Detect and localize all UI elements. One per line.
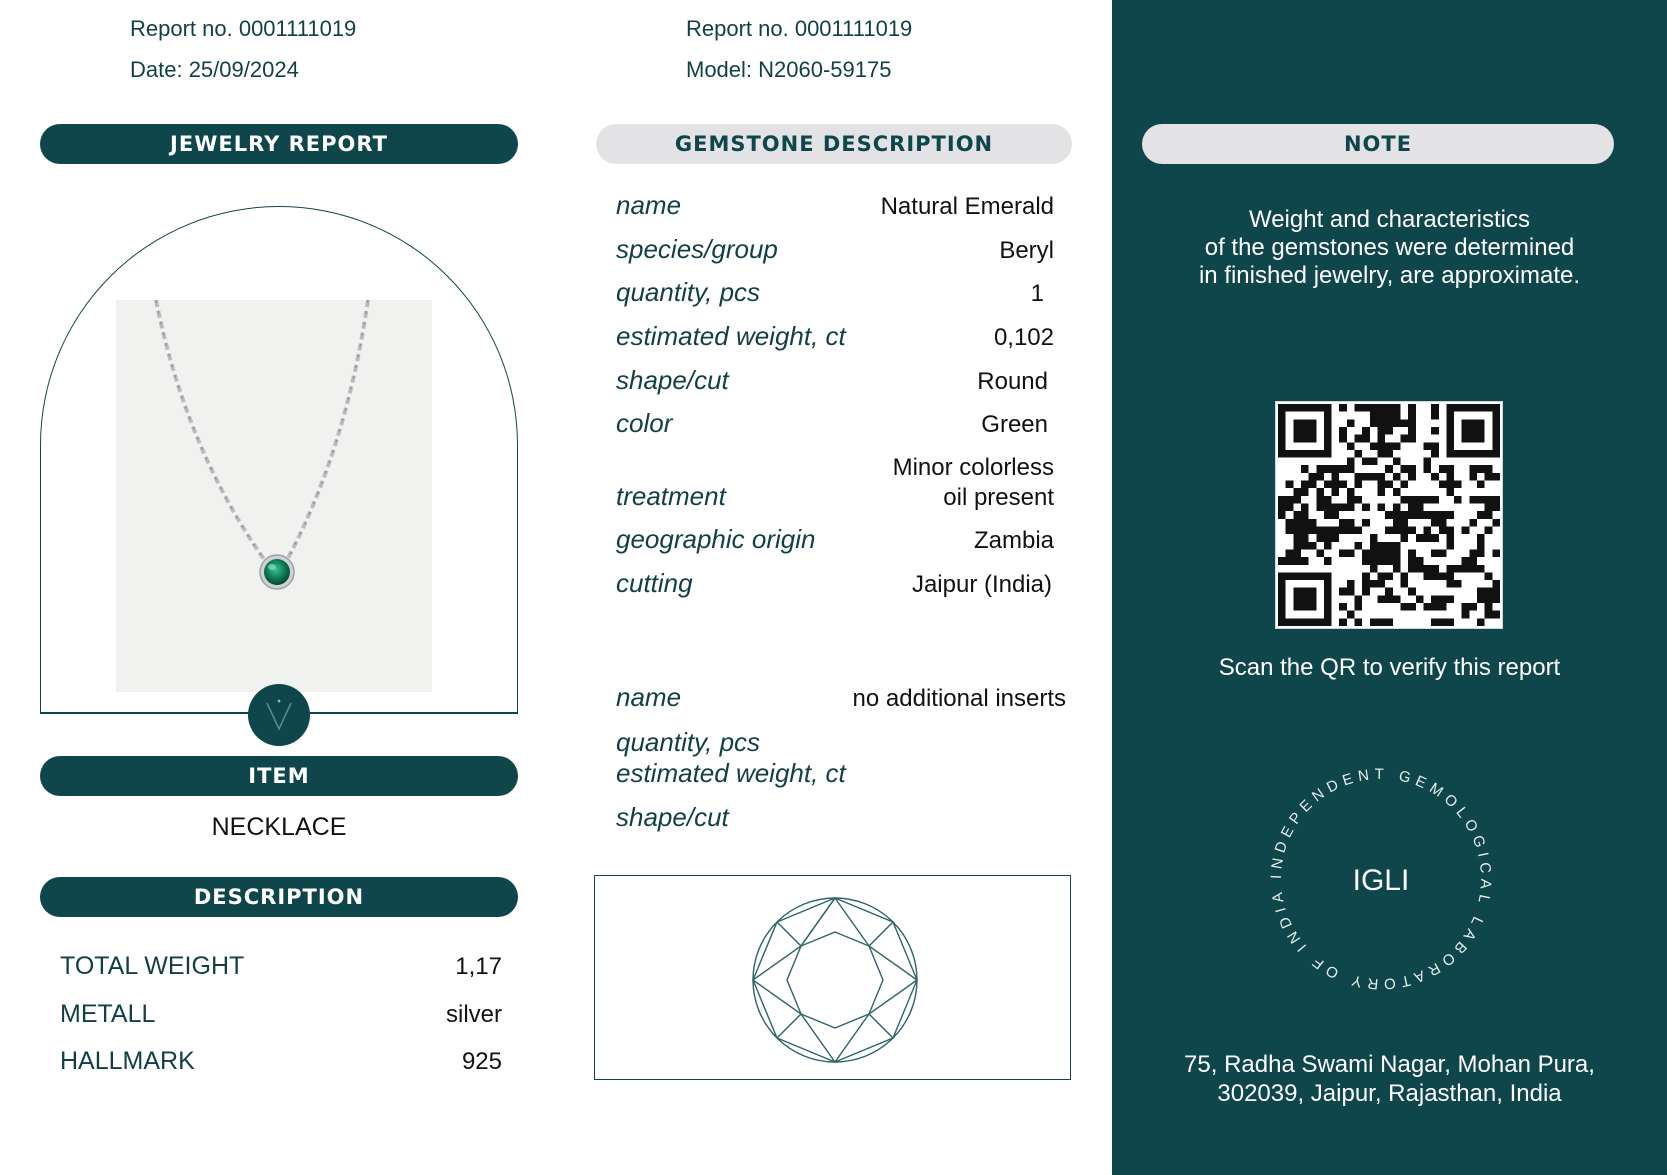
jewelry-report-heading: JEWELRY REPORT (40, 124, 518, 164)
middle-report-number: Report no. 0001111019 (686, 16, 913, 41)
gem-treatment-value-line1: Minor colorless (892, 454, 1054, 481)
insert-weight-label: estimated weight, ct (616, 758, 846, 788)
qr-caption: Scan the QR to verify this report (1218, 654, 1561, 681)
gem-shape-value: Round (977, 368, 1048, 395)
gem-color-value: Green (981, 411, 1048, 438)
necklace-illustration (116, 300, 432, 692)
lab-address (1112, 1050, 1667, 1108)
gem-cutting-label: cutting (616, 568, 693, 598)
gem-treatment-label: treatment (616, 481, 726, 511)
total-weight-label: TOTAL WEIGHT (60, 952, 245, 980)
insert-name-label: name (616, 682, 682, 712)
gem-name-value: Natural Emerald (880, 193, 1054, 220)
note-line-1: Weight and characteristics (1248, 206, 1530, 233)
item-value: NECKLACE (211, 813, 347, 841)
gem-name-label: name (616, 190, 682, 220)
gem-species-value: Beryl (999, 237, 1054, 264)
description-heading: DESCRIPTION (40, 877, 518, 917)
address-line-2: 302039, Jaipur, Rajasthan, India (1217, 1080, 1562, 1107)
gemstone-description-heading: GEMSTONE DESCRIPTION (596, 124, 1072, 164)
metall-value: silver (445, 1001, 502, 1028)
insert-shape-label: shape/cut (616, 802, 729, 832)
round-diamond-diagram-icon (595, 876, 1069, 1078)
report-date: Date: 25/09/2024 (130, 57, 299, 82)
gem-color-label: color (616, 408, 673, 438)
model-number: Model: N2060-59175 (686, 57, 892, 82)
gem-origin-label: geographic origin (616, 524, 816, 554)
item-heading: ITEM (40, 756, 518, 796)
v-monogram-icon (248, 684, 310, 746)
note-line-3: in finished jewelry, are approximate. (1198, 262, 1581, 289)
note-text (1112, 206, 1667, 290)
address-line-1: 75, Radha Swami Nagar, Mohan Pura, (1184, 1051, 1595, 1078)
hallmark-value: 925 (461, 1048, 502, 1075)
note-heading: NOTE (1142, 124, 1614, 164)
seal-ring-text: INDEPENDENT GEMOLOGICAL LABORATORY OF INDIA (1267, 765, 1495, 993)
gem-treatment-value-line2: oil present (943, 484, 1054, 511)
metall-label: METALL (60, 1000, 156, 1028)
gem-weight-label: estimated weight, ct (616, 321, 846, 351)
gem-weight-value: 0,102 (993, 324, 1054, 351)
gem-quantity-value: 1 (1030, 280, 1044, 307)
igli-seal (1246, 744, 1516, 1014)
gem-origin-value: Zambia (973, 527, 1054, 554)
gem-quantity-label: quantity, pcs (616, 277, 761, 307)
seal-center-text: IGLI (1352, 864, 1410, 897)
left-report-number: Report no. 0001111019 (130, 16, 357, 41)
qr-code-icon[interactable] (1276, 402, 1502, 628)
note-line-2: of the gemstones were determined (1204, 234, 1575, 261)
product-photo (116, 300, 432, 692)
hallmark-label: HALLMARK (60, 1047, 195, 1075)
gem-diagram-box (594, 875, 1071, 1080)
insert-name-value: no additional inserts (852, 685, 1066, 712)
gem-species-label: species/group (616, 234, 778, 264)
total-weight-value: 1,17 (455, 953, 502, 980)
insert-quantity-label: quantity, pcs (616, 727, 761, 757)
gem-cutting-value: Jaipur (India) (911, 571, 1052, 598)
gem-shape-label: shape/cut (616, 365, 729, 395)
